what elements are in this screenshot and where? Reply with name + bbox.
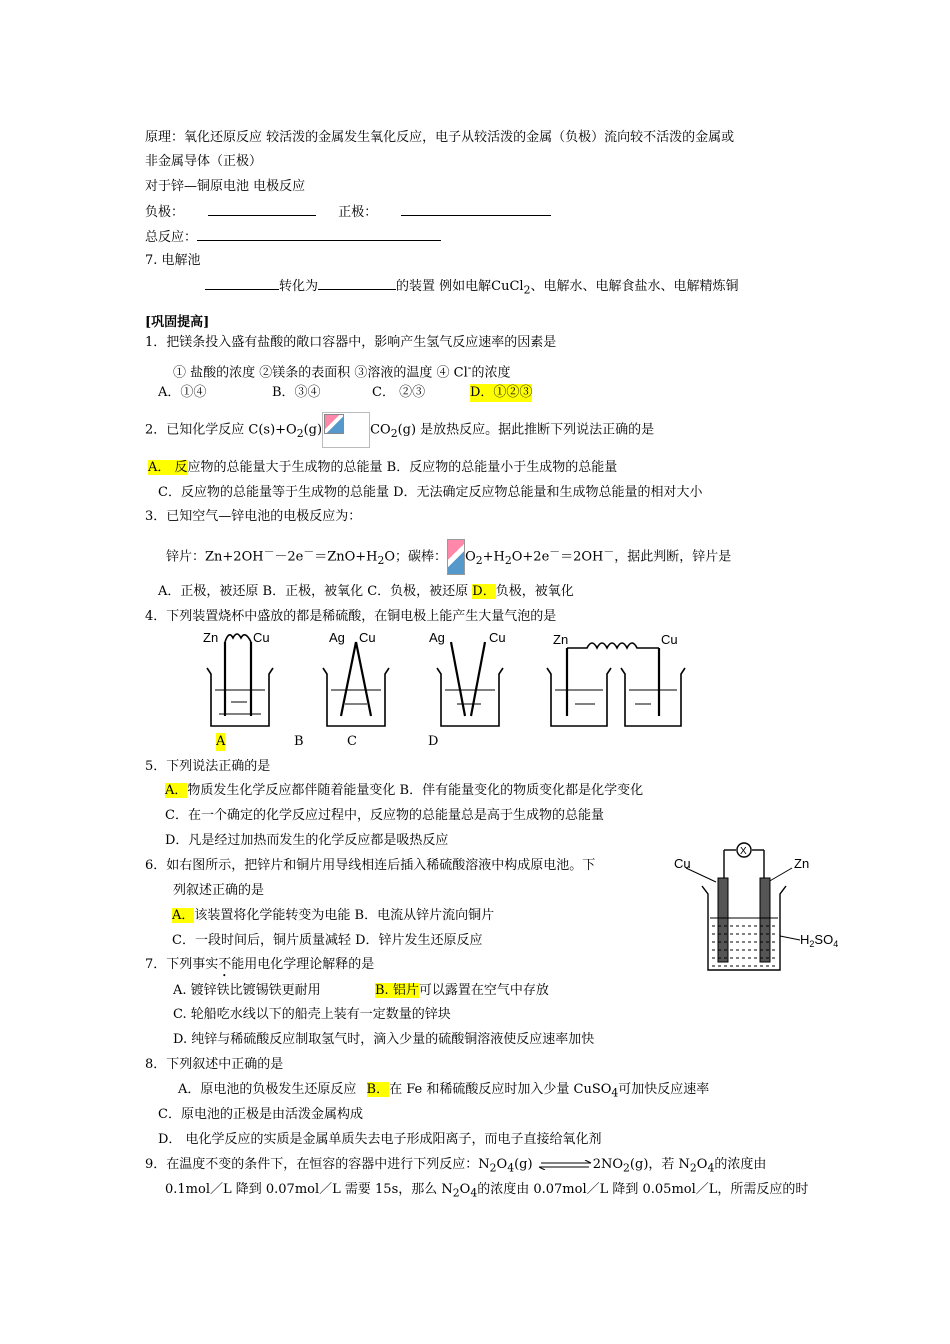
q2-stem-c: CO bbox=[370, 422, 391, 438]
zn-cu-cell-heading: 对于锌—铜原电池 电极反应 bbox=[145, 179, 306, 194]
q5-options-ab bbox=[165, 782, 643, 800]
q9-sub-d: 2 bbox=[689, 1161, 697, 1175]
q1-option-d-answer[interactable]: D．①②③ bbox=[470, 385, 533, 400]
q8-option-b-text[interactable]: 在 Fe 和稀硫酸反应时加入少量 CuSO bbox=[389, 1082, 612, 1097]
copper-electrode bbox=[718, 878, 728, 962]
fig6-label-acid bbox=[800, 932, 838, 949]
q6-stem-line-1: 6．如右图所示，把锌片和铜片用导线相连后插入稀硫酸溶液中构成原电池。下 bbox=[145, 858, 596, 873]
q8-option-b-answer[interactable]: B． bbox=[366, 1082, 390, 1097]
beaker-4b-outline bbox=[621, 668, 685, 726]
q4-option-b[interactable]: B bbox=[294, 734, 304, 749]
equilibrium-arrow-icon bbox=[537, 1160, 593, 1170]
electrolysis-text-d: 、电解水、电解食盐水、电解精炼铜 bbox=[530, 279, 739, 294]
q9-l1-g: 的浓度由 bbox=[714, 1157, 767, 1172]
q9-l1-e: (g)，若 N bbox=[629, 1157, 690, 1172]
q9-sub-a: 2 bbox=[489, 1161, 497, 1175]
positive-label: 正极： bbox=[338, 205, 378, 220]
q9-l1-d: 2NO bbox=[592, 1157, 624, 1172]
q6-options-ab bbox=[172, 907, 494, 925]
q9-l1-b: O bbox=[496, 1157, 508, 1172]
fig4-label-cu2: Cu bbox=[359, 630, 376, 645]
q3-option-d-answer[interactable]: D． bbox=[472, 584, 496, 599]
beaker-3-outline bbox=[437, 668, 503, 726]
q5-option-ab-text[interactable]: 物质发生化学反应都伴随着能量变化 B．伴有能量变化的物质变化都是化学变化 bbox=[187, 783, 644, 798]
q4-option-c[interactable]: C bbox=[347, 734, 357, 749]
q3-stem: 3．已知空气—锌电池的电极反应为： bbox=[145, 509, 362, 524]
q8-option-c[interactable]: C．原电池的正极是由活泼金属构成 bbox=[158, 1107, 363, 1122]
electrolysis-text-b: 的装置 例如电解 bbox=[396, 279, 492, 294]
beaker-1-outline bbox=[207, 668, 273, 726]
q3-sub-1: 2 bbox=[377, 553, 385, 567]
electrolysis-blank-1 bbox=[205, 277, 279, 290]
q3-sub-2: 2 bbox=[475, 553, 483, 567]
fig4-label-cu4: Cu bbox=[661, 632, 678, 647]
section-title: [巩固提高] bbox=[145, 315, 210, 330]
fig4-label-ag3: Ag bbox=[429, 630, 445, 645]
q1-stem: 1．把镁条投入盛有盐酸的敞口容器中，影响产生氢气反应速率的因素是 bbox=[145, 335, 557, 350]
q2-stem bbox=[145, 412, 654, 451]
negative-blank bbox=[208, 203, 316, 216]
principle-line-1: 原理：氧化还原反应 较活泼的金属发生氧化反应，电子从较活泼的金属（负极）流向较不活泼的金属或 bbox=[145, 130, 735, 145]
q9-l2-a: 0.1mol／L 降到 0.07mol／L 需要 15s，那么 N bbox=[165, 1182, 453, 1197]
q7-stem-c: 能用电化学理论解释的是 bbox=[231, 957, 375, 972]
q3-options-abc[interactable]: A．正极，被还原 B．正极，被氧化 C．负极，被还原 bbox=[158, 584, 469, 599]
beaker-4a-outline bbox=[547, 668, 611, 726]
q7-option-d[interactable]: D. 纯锌与稀硫酸反应制取氢气时，滴入少量的硫酸铜溶液使反应速率加快 bbox=[173, 1032, 595, 1047]
q9-sub-c: 2 bbox=[623, 1161, 630, 1175]
negative-label: 负极： bbox=[145, 205, 185, 220]
q1-option-a[interactable]: A．①④ bbox=[158, 385, 207, 400]
q3-e-a: 锌片：Zn+2OH bbox=[166, 549, 264, 565]
fig6-label-zn: Zn bbox=[794, 856, 810, 871]
q1-factors-text: ① 盐酸的浓度 ②镁条的表面积 ③溶液的温度 ④ Cl bbox=[173, 365, 468, 381]
q3-e-f: +H bbox=[482, 549, 505, 565]
q2-option-ab-text[interactable]: 应物的总能量大于生成物的总能量 B．反应物的总能量小于生成物的总能量 bbox=[187, 460, 618, 475]
q9-sub-e: 4 bbox=[707, 1161, 715, 1175]
q9-line-1 bbox=[145, 1156, 766, 1178]
q3-sup-1: － bbox=[263, 545, 275, 558]
q5-option-c[interactable]: C．在一个确定的化学反应过程中，反应物的总能量总是高于生成物的总能量 bbox=[165, 808, 604, 823]
q4-stem: 4．下列装置烧杯中盛放的都是稀硫酸，在铜电极上能产生大量气泡的是 bbox=[145, 609, 557, 624]
q3-e-g: O+2e bbox=[511, 549, 550, 565]
q4-option-a-answer[interactable]: A bbox=[216, 734, 226, 749]
q8-option-a[interactable]: A．原电池的负极发生还原反应 bbox=[178, 1082, 357, 1097]
acid-sub-4: 4 bbox=[833, 939, 839, 949]
q1-option-c[interactable]: C． ②③ bbox=[372, 385, 426, 400]
q4-figure-beakers bbox=[195, 628, 705, 734]
q2-options-ab bbox=[148, 459, 617, 477]
q2-options-cd[interactable]: C．反应物的总能量等于生成物的总能量 D．无法确定反应物总能量和生成物总能量的相对大小 bbox=[158, 485, 703, 500]
q9-l1-a: 9．在温度不变的条件下，在恒容的容器中进行下列反应：N bbox=[145, 1157, 490, 1172]
acid-sub-2: 2 bbox=[809, 939, 815, 949]
q7-stem-emphasis: 不 bbox=[218, 957, 232, 972]
q3-e-i: ，据此判断，锌片是 bbox=[614, 549, 732, 565]
q2-option-a-answer[interactable]: A． 反 bbox=[148, 460, 188, 475]
q5-stem: 5．下列说法正确的是 bbox=[145, 759, 271, 774]
q4-option-d[interactable]: D bbox=[428, 734, 439, 749]
q7-option-a[interactable]: A. 镀锌铁比镀锡铁更耐用 bbox=[173, 983, 321, 998]
reaction-arrow-image-icon bbox=[322, 412, 370, 448]
q2-sub-2: 2 bbox=[390, 427, 398, 441]
q1-factors-sup: - bbox=[467, 361, 472, 374]
q1-option-b[interactable]: B．③④ bbox=[272, 385, 321, 400]
q7-stem bbox=[145, 956, 374, 980]
q6-option-a-answer[interactable]: A． bbox=[172, 908, 195, 923]
q9-line-2 bbox=[165, 1181, 808, 1203]
total-label: 总反应： bbox=[145, 230, 198, 245]
fig4-label-cu3: Cu bbox=[489, 630, 506, 645]
q9-l2-c: 的浓度由 0.07mol／L 降到 0.05mol／L，所需反应的时 bbox=[477, 1182, 809, 1197]
q3-e-d: O；碳棒： bbox=[384, 549, 448, 565]
q3-option-d-text[interactable]: 负极，被氧化 bbox=[495, 584, 574, 599]
q9-sub-g: 4 bbox=[470, 1186, 478, 1200]
q3-sup-2: － bbox=[303, 545, 315, 558]
q1-factors-end: 的浓度 bbox=[471, 365, 511, 381]
formula-image-icon bbox=[447, 539, 465, 575]
electrolysis-text-a: 转化为 bbox=[279, 279, 319, 294]
q3-sup-4: － bbox=[603, 545, 615, 558]
q8-stem: 8．下列叙述中正确的是 bbox=[145, 1057, 284, 1072]
q8-sub-4: 4 bbox=[611, 1086, 619, 1100]
q9-sub-f: 2 bbox=[452, 1186, 460, 1200]
q7-option-b-text[interactable]: 可以露置在空气中存放 bbox=[418, 983, 549, 998]
q3-e-e: O bbox=[465, 549, 476, 565]
fig4-label-ag2: Ag bbox=[329, 630, 345, 645]
q3-e-h: ＝2OH bbox=[560, 549, 604, 565]
q3-sup-3: － bbox=[549, 545, 561, 558]
q8-option-d[interactable]: D． 电化学反应的实质是金属单质失去电子形成阳离子，而电子直接给氧化剂 bbox=[158, 1132, 602, 1147]
acid-h: H bbox=[800, 932, 810, 947]
q3-options bbox=[158, 583, 574, 601]
q7-stem-a: 7．下列事实 bbox=[145, 957, 219, 972]
q5-option-d[interactable]: D．凡是经过加热而发生的化学反应都是吸热反应 bbox=[165, 833, 449, 848]
fig4-label-zn1: Zn bbox=[203, 630, 219, 645]
fig4-label-zn4: Zn bbox=[553, 632, 569, 647]
q9-l2-b: O bbox=[459, 1182, 471, 1197]
q7-option-b-answer[interactable]: B. 铝片 bbox=[375, 983, 419, 998]
q6-options-cd[interactable]: C．一段时间后，铜片质量减轻 D．锌片发生还原反应 bbox=[172, 933, 483, 948]
electrolysis-blank-2 bbox=[318, 277, 396, 290]
electrode-line bbox=[145, 203, 551, 222]
galvanometer-label: X bbox=[740, 846, 747, 857]
q2-stem-a: 2．已知化学反应 C(s)+O bbox=[145, 422, 297, 438]
q2-stem-b: (g) bbox=[303, 422, 323, 438]
q6-figure-galvanic-cell bbox=[672, 838, 842, 980]
q2-stem-d: (g) 是放热反应。据此推断下列说法正确的是 bbox=[397, 422, 655, 438]
zinc-electrode bbox=[760, 878, 770, 962]
electrolysis-line bbox=[205, 277, 739, 300]
q3-e-b: －2e bbox=[274, 549, 304, 565]
q1-factors bbox=[173, 359, 510, 382]
q6-option-ab-text[interactable]: 该装置将化学能转变为电能 B．电流从锌片流向铜片 bbox=[194, 908, 495, 923]
q8-options-ab bbox=[178, 1081, 709, 1103]
q8-option-b-end[interactable]: 可加快反应速率 bbox=[618, 1082, 710, 1097]
q7-option-b bbox=[375, 982, 549, 1000]
q7-option-c[interactable]: C. 轮船吃水线以下的船壳上装有一定数量的锌块 bbox=[173, 1007, 451, 1022]
fig4-label-cu1: Cu bbox=[253, 630, 270, 645]
q9-l1-f: O bbox=[696, 1157, 708, 1172]
beaker-2-outline bbox=[323, 668, 389, 726]
total-reaction-line bbox=[145, 228, 441, 247]
q3-electrode-reactions bbox=[166, 538, 731, 575]
q6-stem-line-2: 列叙述正确的是 bbox=[173, 883, 265, 898]
principle-line-2: 非金属导体（正极） bbox=[145, 154, 263, 169]
q5-option-a-answer[interactable]: A． bbox=[165, 783, 188, 798]
cucl2-subscript: 2 bbox=[523, 283, 531, 297]
acid-so: SO bbox=[814, 932, 834, 947]
q2-sub-1: 2 bbox=[296, 427, 304, 441]
cucl2-formula: CuCl bbox=[491, 279, 524, 294]
q3-e-c: ＝ZnO+H bbox=[314, 549, 378, 565]
q9-sub-b: 4 bbox=[507, 1161, 515, 1175]
positive-blank bbox=[401, 203, 551, 216]
q3-sub-3: 2 bbox=[504, 553, 512, 567]
q9-l1-c: (g) bbox=[514, 1157, 533, 1172]
electrolysis-title: 7. 电解池 bbox=[145, 253, 201, 268]
fig6-label-cu: Cu bbox=[674, 856, 691, 871]
total-blank bbox=[197, 228, 441, 241]
